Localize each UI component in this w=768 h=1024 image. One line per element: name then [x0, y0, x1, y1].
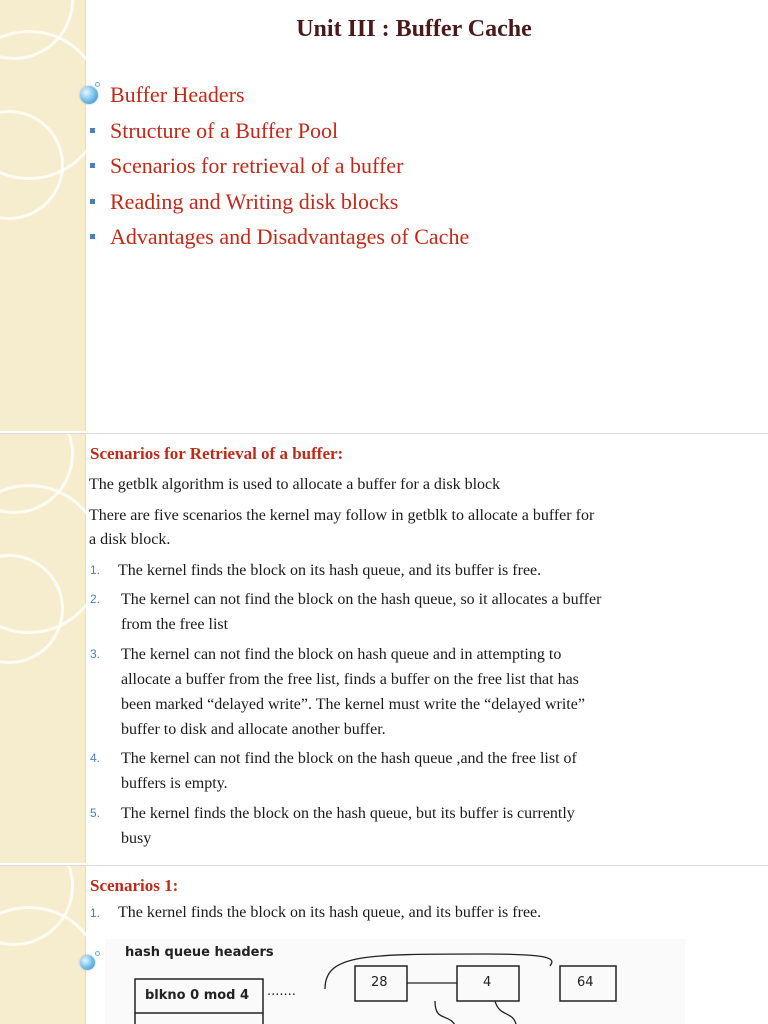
section-heading: Scenarios for Retrieval of a buffer:	[90, 444, 344, 463]
slide-title: Unit III : Buffer Cache	[296, 16, 532, 42]
decorative-stripe	[0, 434, 86, 863]
buffer-label: 64	[577, 975, 594, 990]
scenario-item: 1. The kernel finds the block on its hash queue, and its buffer is free.	[90, 562, 542, 579]
topic-item: Structure of a Buffer Pool	[88, 116, 469, 152]
scenario-item: 5. The kernel finds the block on the hash queue, but its buffer is currently busy	[90, 805, 575, 847]
hash-queue-diagram	[105, 939, 685, 1024]
diagram-header-label: hash queue headers	[125, 945, 274, 960]
topic-item: Reading and Writing disk blocks	[88, 187, 469, 223]
topic-item: Buffer Headers	[110, 82, 245, 107]
topic-item: Scenarios for retrieval of a buffer	[88, 151, 469, 187]
topic-list	[88, 80, 469, 258]
scenario-item: 2. The kernel can not find the block on the hash queue, so it allocates a buffer from the free list	[90, 591, 602, 633]
square-bullet-icon	[90, 128, 95, 133]
intro-line: The getblk algorithm is used to allocate a buffer for a disk block	[89, 476, 501, 493]
square-bullet-icon	[90, 234, 95, 239]
orb-bullet-icon	[80, 955, 95, 970]
buffer-label: 4	[483, 975, 492, 990]
topic-item: Advantages and Disadvantages of Cache	[88, 222, 469, 258]
orb-ring-icon	[95, 951, 100, 956]
section-heading: Scenarios 1:	[90, 876, 179, 895]
decorative-stripe	[0, 866, 86, 1024]
scenario-item: 4. The kernel can not find the block on the hash queue ,and the free list of buffers is empty.	[90, 750, 577, 792]
intro-line: a disk block.	[89, 531, 171, 548]
scenario-item: The kernel finds the block on its hash queue, and its buffer is free.	[118, 904, 542, 921]
decorative-stripe	[0, 0, 86, 431]
square-bullet-icon	[90, 199, 95, 204]
slide-2	[0, 433, 768, 863]
intro-line: There are five scenarios the kernel may follow in getblk to allocate a buffer for	[89, 507, 595, 524]
slide-1	[0, 0, 768, 431]
buffer-label: 28	[371, 975, 388, 990]
slide-3	[0, 865, 768, 1024]
dotted-link: ·······	[267, 988, 296, 1003]
item-number: 1.	[90, 906, 101, 920]
scenario-item: 3. The kernel can not find the block on hash queue and in attempting to allocate a buffer from the free list, finds a buffer on the free list that has been marked “delayed write”. The kernel must write the “delayed write” buffer to disk and allocate another buffer.	[90, 646, 585, 738]
square-bullet-icon	[90, 163, 95, 168]
hash-row-label: blkno 0 mod 4	[145, 988, 250, 1003]
